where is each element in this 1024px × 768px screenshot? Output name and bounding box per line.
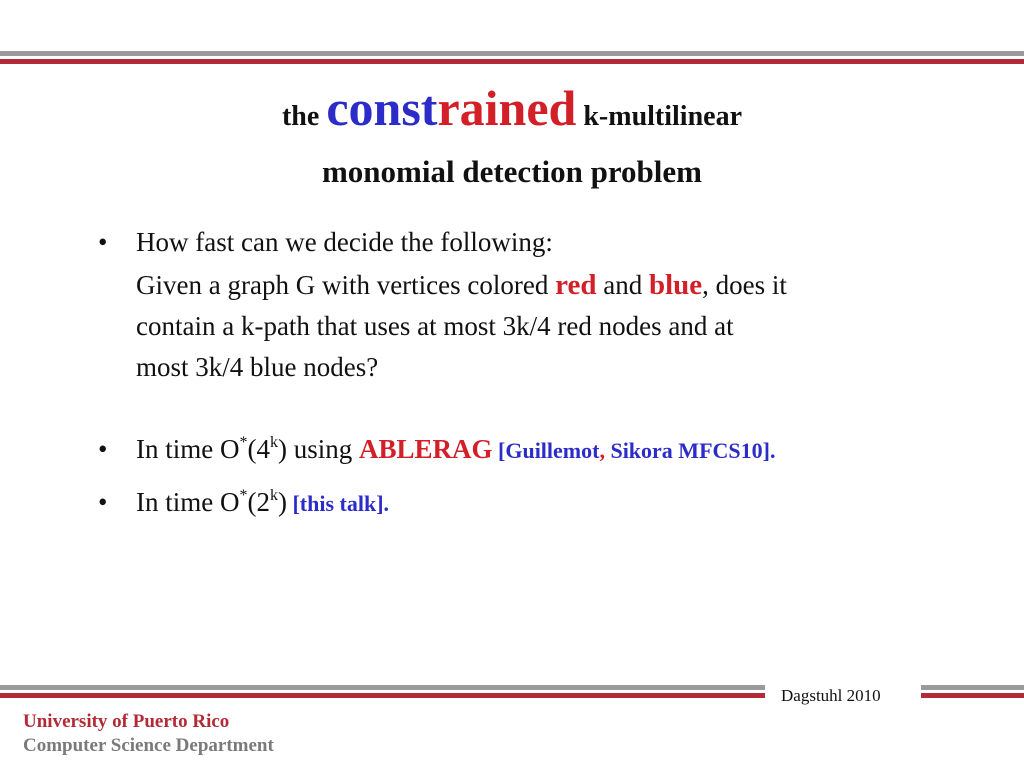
- bullet-ablerag: [98, 429, 978, 471]
- title-rained: rained: [437, 80, 577, 136]
- word-red: red: [555, 269, 597, 301]
- b3-paren: (2: [247, 487, 270, 517]
- title-the: the: [281, 101, 320, 132]
- cite-guillemot: [Guillemot: [492, 438, 600, 463]
- cite-this-talk: [this talk].: [286, 491, 390, 516]
- after-text: , does it: [702, 270, 787, 300]
- b2-close: ) using: [277, 434, 359, 464]
- slide-title-line1: [0, 78, 1024, 147]
- and-text: and: [596, 270, 649, 300]
- top-rule-gray: [0, 51, 1024, 56]
- slide-title-line2: monomial detection problem: [321, 154, 702, 189]
- top-rule-red: [0, 59, 1024, 64]
- title-t: t: [420, 80, 438, 136]
- bullet-question: [98, 222, 978, 263]
- b3-star: *: [239, 487, 248, 504]
- footer-date: Dagstuhl 2010: [781, 686, 881, 705]
- footer-university: University of Puerto Rico: [23, 711, 230, 732]
- bullet-this-talk: [98, 482, 978, 524]
- question-line3: contain a k-path that uses at most 3k/4 red nodes and at: [136, 311, 734, 341]
- slide-content: [98, 222, 978, 524]
- question-line-given: [136, 265, 978, 306]
- title-rest: k-multilinear: [583, 101, 743, 132]
- b3-k: k: [269, 487, 278, 504]
- bottom-rule-red-left: [0, 693, 765, 698]
- b3-prefix: In time O: [136, 487, 240, 517]
- bottom-rule-gray-right: [921, 685, 1024, 690]
- b2-k: k: [269, 434, 278, 451]
- title-constrained: [326, 80, 576, 136]
- question-body: [98, 265, 978, 388]
- b2-prefix: In time O: [136, 434, 240, 464]
- given-text: Given a graph G with vertices colored: [136, 270, 556, 300]
- bullet-question-text: How fast can we decide the following:: [136, 227, 553, 257]
- bottom-rule-red-right: [921, 693, 1024, 698]
- b2-paren: (4: [247, 434, 270, 464]
- ablerag-label: ABLERAG: [358, 434, 493, 464]
- question-line4: most 3k/4 blue nodes?: [136, 352, 379, 382]
- bottom-rule-gray-left: [0, 685, 765, 690]
- cite-sikora: Sikora MFCS10].: [604, 438, 776, 463]
- b3-close: ): [277, 487, 287, 517]
- word-blue: blue: [648, 269, 703, 301]
- footer-department: Computer Science Department: [23, 735, 274, 756]
- title-cons: cons: [326, 80, 421, 136]
- b2-star: *: [239, 434, 248, 451]
- cite-comma: ,: [599, 438, 605, 463]
